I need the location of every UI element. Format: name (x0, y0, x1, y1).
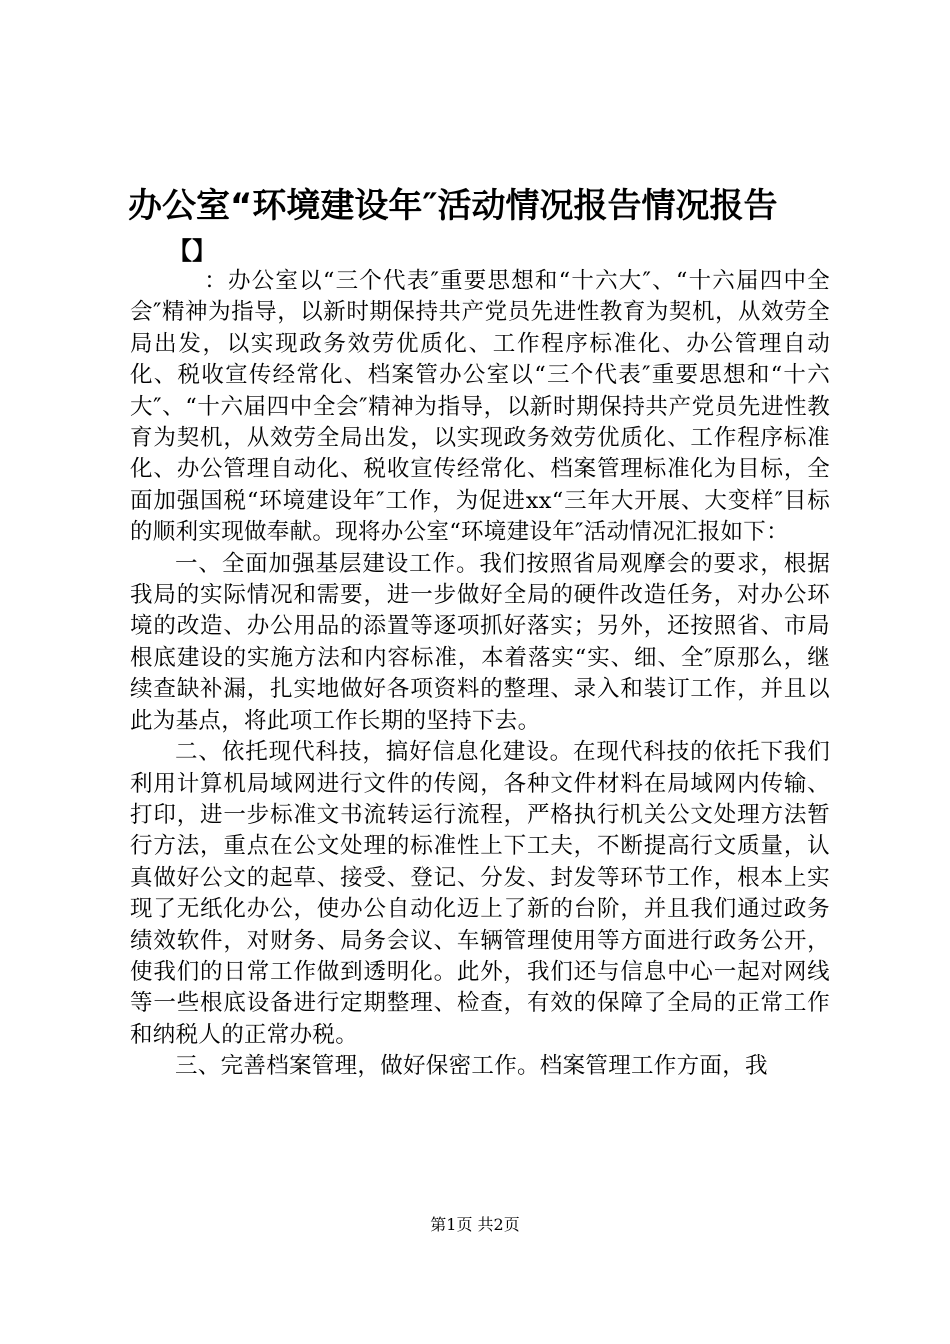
document-body (130, 266, 830, 1083)
paragraph-section-3: 三、完善档案管理，做好保密工作。档案管理工作方面，我 (175, 1053, 768, 1080)
paragraph-intro: ：办公室以“三个代表″重要思想和“十六大″、“十六届四中全会″精神为指导，以新时期保持共产党员先进性教育为契机，从效劳全局出发，以实现政务效劳优质化、工作程序标准化、办公管理自动化、税收宣传经常化、档案管办公室以“三个代表″重要思想和“十六大″、“十六届四中全会″精神为指导，以新时期保持共产党员先进性教育为契机，从效劳全局出发，以实现政务效劳优质化、工作程序标准化、办公管理自动化、税收宣传经常化、档案管理标准化为目标，全面加强国税“环境建设年″工作，为促进xx“三年大开展、大变样″目标的顺利实现做奉献。现将办公室“环境建设年″活动情况汇报如下： (130, 268, 830, 546)
paragraph-section-1: 一、全面加强基层建设工作。我们按照省局观摩会的要求，根据我局的实际情况和需要，进一步做好全局的硬件改造任务，对办公环境的改造、办公用品的添置等逐项抓好落实；另外，还按照省、市局根底建设的实施方法和内容标准，本着落实“实、细、全″原那么，继续查缺补漏，扎实地做好各项资料的整理、录入和装订工作，并且以此为基点，将此项工作长期的坚持下去。 (130, 550, 830, 734)
page-footer: 第1页 共2页 (430, 1215, 520, 1234)
title-bracket: 【】 (168, 237, 216, 265)
document-title: 办公室“环境建设年″活动情况报告情况报告 (128, 186, 778, 226)
paragraph-section-2: 二、依托现代科技，搞好信息化建设。在现代科技的依托下我们利用计算机局域网进行文件的传阅，各种文件材料在局域网内传输、打印，进一步标准文书流转运行流程，严格执行机关公文处理方法暂行方法，重点在公文处理的标准性上下工夫，不断提高行文质量，认真做好公文的起草、接受、登记、分发、封发等环节工作，根本上实现了无纸化办公，使办公自动化迈上了新的台阶，并且我们通过政务绩效软件，对财务、局务会议、车辆管理使用等方面进行政务公开，使我们的日常工作做到透明化。此外，我们还与信息中心一起对网线等一些根底设备进行定期整理、检查，有效的保障了全局的正常工作和纳税人的正常办税。 (130, 739, 830, 1048)
